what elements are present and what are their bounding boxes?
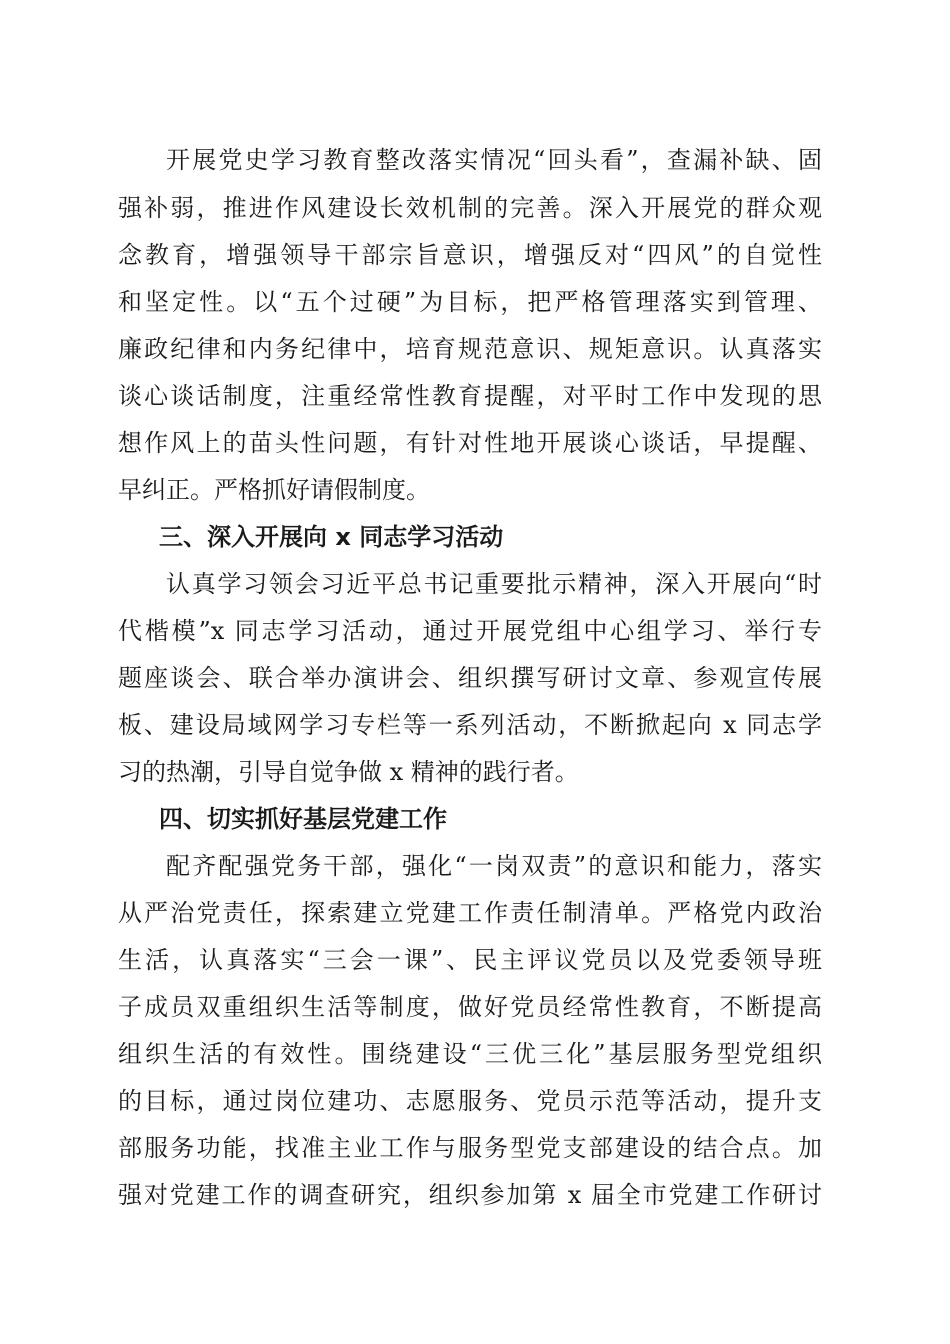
paragraph-line: 谈心谈话制度，注重经常性教育提醒，对平时工作中发现的思 bbox=[118, 382, 822, 410]
paragraph-line: 代楷模”x 同志学习活动，通过开展党组中心组学习、举行专 bbox=[118, 617, 822, 645]
paragraph-line: 的目标，通过岗位建功、志愿服务、党员示范等活动，提升支 bbox=[118, 1087, 822, 1115]
paragraph-line: 想作风上的苗头性问题，有针对性地开展谈心谈话，早提醒、 bbox=[118, 429, 822, 457]
paragraph-line: 板、建设局域网学习专栏等一系列活动，不断掀起向 x 同志学 bbox=[118, 711, 822, 739]
paragraph-line: 部服务功能，找准主业工作与服务型党支部建设的结合点。加 bbox=[118, 1134, 822, 1162]
paragraph-line: 生活，认真落实“三会一课”、民主评议党员以及党委领导班 bbox=[118, 946, 822, 974]
paragraph-line: 念教育，增强领导干部宗旨意识，增强反对“四风”的自觉性 bbox=[118, 241, 822, 269]
paragraph-line: 早纠正。严格抓好请假制度。 bbox=[118, 476, 430, 504]
paragraph-line: 子成员双重组织生活等制度，做好党员经常性教育，不断提高 bbox=[118, 993, 822, 1021]
paragraph-line: 开展党史学习教育整改落实情况“回头看”，查漏补缺、固 bbox=[166, 146, 822, 174]
section-heading-4: 四、切实抓好基层党建工作 bbox=[159, 805, 447, 833]
paragraph-line: 组织生活的有效性。围绕建设“三优三化”基层服务型党组织 bbox=[118, 1040, 822, 1068]
paragraph-line: 和坚定性。以“五个过硬”为目标，把严格管理落实到管理、 bbox=[118, 288, 822, 316]
paragraph-line: 强对党建工作的调查研究，组织参加第 x 届全市党建工作研讨 bbox=[118, 1181, 822, 1209]
paragraph-line: 题座谈会、联合举办演讲会、组织撰写研讨文章、参观宣传展 bbox=[118, 664, 822, 692]
paragraph-line: 习的热潮，引导自觉争做 x 精神的践行者。 bbox=[118, 758, 579, 786]
paragraph-line: 认真学习领会习近平总书记重要批示精神，深入开展向“时 bbox=[166, 570, 822, 598]
paragraph-line: 配齐配强党务干部，强化“一岗双责”的意识和能力，落实 bbox=[166, 852, 822, 880]
section-heading-3: 三、深入开展向 x 同志学习活动 bbox=[159, 523, 504, 551]
paragraph-line: 从严治党责任，探索建立党建工作责任制清单。严格党内政治 bbox=[118, 899, 822, 927]
paragraph-line: 廉政纪律和内务纪律中，培育规范意识、规矩意识。认真落实 bbox=[118, 335, 822, 363]
paragraph-line: 强补弱，推进作风建设长效机制的完善。深入开展党的群众观 bbox=[118, 194, 822, 222]
